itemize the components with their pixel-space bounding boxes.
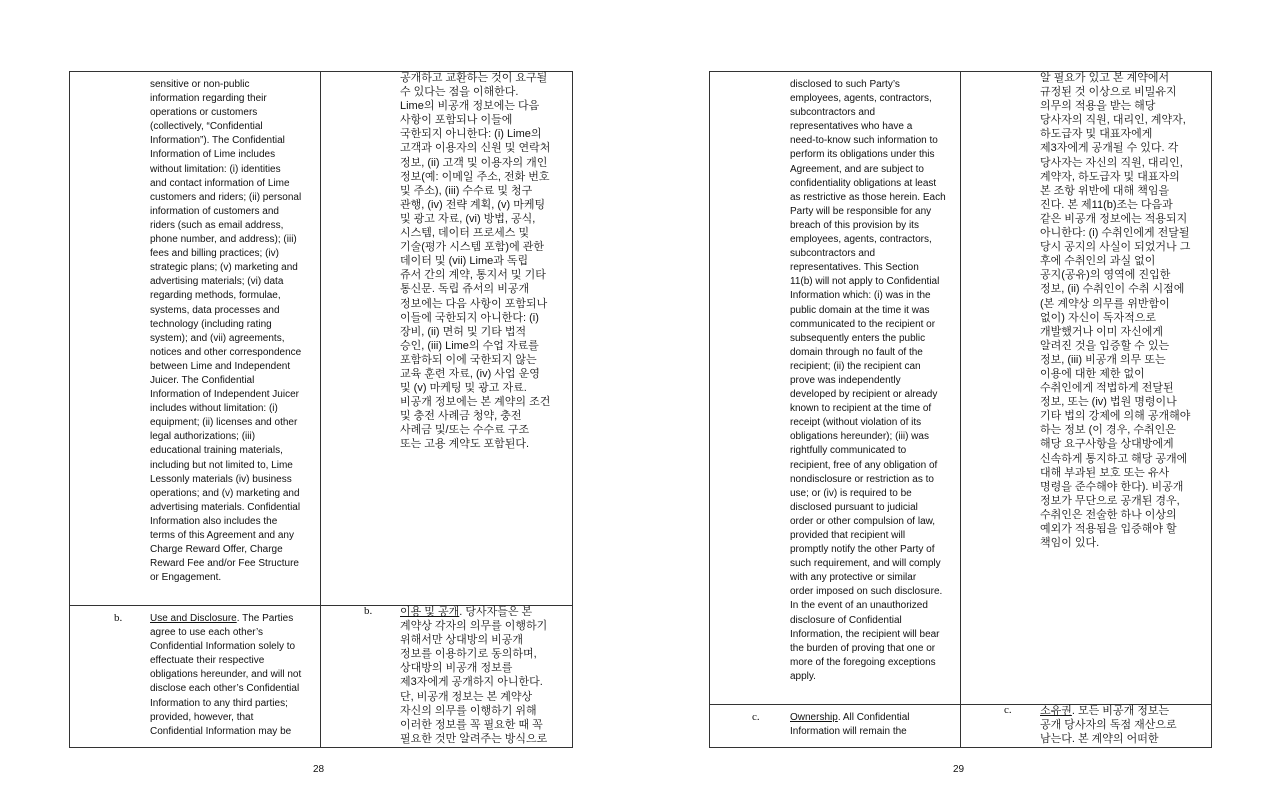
right-en-section-c-body: . All Confidential Information will remain the (790, 712, 910, 738)
right-kr-section-c-heading: 소유권 (1040, 705, 1072, 717)
left-kr-section-b-body: . 당사자들은 본 계약상 각자의 의무를 이행하기 위해서만 상대방의 비공개 정보를 이용하기로 동의하며, 상대방의 비공개 정보를 제3자에게 공개하지 아니한다. 단, 비공개 정보는 본 계약상 자신의 의무를 이행하기 위해 이러한 정보를 꼭 필요한 때 꼭 필요한 것만 알려주는 방식으로 (400, 606, 548, 745)
right-en-top-paragraph: disclosed to such Party’s employees, agents, contractors, subcontractors and representatives who have a need-to-know such information to perform its obligations under this Agreement, and are subject to confidentiality obligations at least as restrictive as those herein. Each Party will be responsible for any breach of this provision by its employees, agents, contractors, subcontractors and representatives. This Section 11(b) will not apply to Confidential Information which: (i) was in the public domain at the time it was communicated to the recipient or subsequently enters the public domain through no fault of the recipient; (ii) the recipient can prove was independently developed by recipient or already known to recipient at the time of receipt (without violation of its obligations hereunder); (iii) was rightfully communicated to recipient, free of any obligation of nondisclosure or restriction as to use; or (iv) is required to be disclosed pursuant to judicial order or other compulsion of law, provided that recipient will promptly notify the other Party of such requirement, and will comply with any protective or similar order imposed on such disclosure. In the event of an unauthorized disclosure of Confidential Information, the recipient will bear the burden of proving that one or more of the foregoing exceptions apply. (790, 79, 946, 682)
right-en-section-c-heading: Ownership (790, 712, 838, 723)
left-en-top-paragraph: sensitive or non-public information regarding their operations or customers (collectively, “Confidential Information”). The Confidential Information of Lime includes without limitation: (i) identities and contact information of Lime customers and riders; (ii) personal information of customers and riders (such as email address, phone number, and address); (iii) fees and billing practices; (iv) strategic plans; (v) marketing and advertising materials; (vi) data regarding methods, formulae, systems, data processes and technology (including rating system); and (vii) agreements, notices and other correspondence between Lime and Independent Juicer. The Confidential Information of Independent Juicer includes without limitation: (i) equipment; (ii) licenses and other legal authorizations; (iii) educational training materials, including but not limited to, Lime Lessonly materials (iv) business operations; and (v) marketing and advertising materials. Confidential Information also includes the terms of this Agreement and any Charge Reward Offer, Charge Reward Fee and/or Fee Structure or Engagement. (150, 79, 302, 584)
right-kr-top-paragraph: 알 필요가 있고 본 계약에서 규정된 것 이상으로 비밀유지 의무의 적용을 받는 해당 당사자의 직원, 대리인, 계약자, 하도급자 및 대표자에게 제3자에게 공개될 수 있다. 각 당사자는 자신의 직원, 대리인, 계약자, 하도급자 및 대표자의 본 조항 위반에 대해 책임을 진다. 본 제11(b)조는 다음과 같은 비공개 정보에는 적용되지 아니한다: (i) 수취인에게 전달될 당시 공지의 사실이 되었거나 그 후에 수취인의 과실 없이 공지(공유)의 영역에 진입한 정보, (ii) 수취인이 수취 시점에 (본 계약상 의무를 위반함이 없이) 자신이 독자적으로 개발했거나 이미 자신에게 알려진 것을 입증할 수 있는 정보, (iii) 비공개 의무 또는 이용에 대한 제한 없이 수취인에게 적법하게 전달된 정보, 또는 (iv) 법원 명령이나 기타 법의 강제에 의해 공개해야 하는 정보 (이 경우, 수취인은 해당 요구사항을 상대방에게 신속하게 통지하고 해당 공개에 대해 부과된 보호 또는 유사 명령을 준수해야 한다). 비공개 정보가 무단으로 공개된 경우, 수취인은 전술한 하나 이상의 예외가 적용됨을 입증해야 할 책임이 있다. (1040, 72, 1191, 550)
left-kr-section-b-paragraph (400, 605, 572, 746)
left-kr-top-paragraph: 공개하고 교환하는 것이 요구될 수 있다는 점을 이해한다. Lime의 비공개 정보에는 다음 사항이 포함되나 이들에 국한되지 아니한다: (i) Lime의 고객과 이용자의 신원 및 연락처 정보, (ii) 고객 및 이용자의 개인 정보(예: 이메일 주소, 전화 번호 및 주소), (iii) 수수료 및 청구 관행, (iv) 전략 계획, (v) 마케팅 및 광고 자료, (vi) 방법, 공식, 시스템, 데이터 프로세스 및 기술(평가 시스템 포함)에 관한 데이터 및 (vii) Lime과 독립 쥬서 간의 계약, 통지서 및 기타 통신문. 독립 쥬서의 비공개 정보에는 다음 사항이 포함되나 이들에 국한되지 아니한다: (i) 장비, (ii) 면허 및 기타 법적 승인, (iii) Lime의 수업 자료를 포함하되 이에 국한되지 않는 교육 훈련 자료, (iv) 사업 운영 및 (v) 마케팅 및 광고 자료. 비공개 정보에는 본 계약의 조건 및 충전 사례금 청약, 충전 사례금 및/또는 수수료 구조 또는 고용 계약도 포함된다. (400, 72, 551, 451)
right-kr-section-c-marker: c. (1004, 704, 1012, 716)
right-column-divider (960, 72, 961, 747)
left-en-section-b-marker: b. (114, 612, 123, 624)
left-en-section-b-heading: Use and Disclosure (150, 613, 237, 624)
right-page (640, 0, 1280, 798)
right-en-section-c-paragraph (790, 711, 958, 739)
right-page-table (709, 71, 1212, 748)
left-en-section-b-body: . The Parties agree to use each other’s Confidential Information solely to effectuate their respective obligations hereunder, and will not disclose each other’s Confidential Information to any third parties; provided, however, that Confidential Information may be (150, 613, 302, 737)
left-column-divider (320, 72, 321, 747)
right-en-section-c-marker: c. (752, 711, 760, 723)
left-kr-section-b-heading: 이용 및 공개 (400, 606, 460, 618)
left-page-number: 28 (313, 764, 325, 775)
right-kr-section-c-body: . 모든 비공개 정보는 공개 당사자의 독점 재산으로 남는다. 본 계약의 어떠한 (1040, 705, 1177, 746)
left-page-table (69, 71, 573, 748)
right-page-number: 29 (953, 764, 965, 775)
right-kr-section-c-paragraph (1040, 704, 1212, 746)
left-en-section-b-paragraph (150, 612, 318, 739)
left-kr-section-b-marker: b. (364, 605, 373, 617)
